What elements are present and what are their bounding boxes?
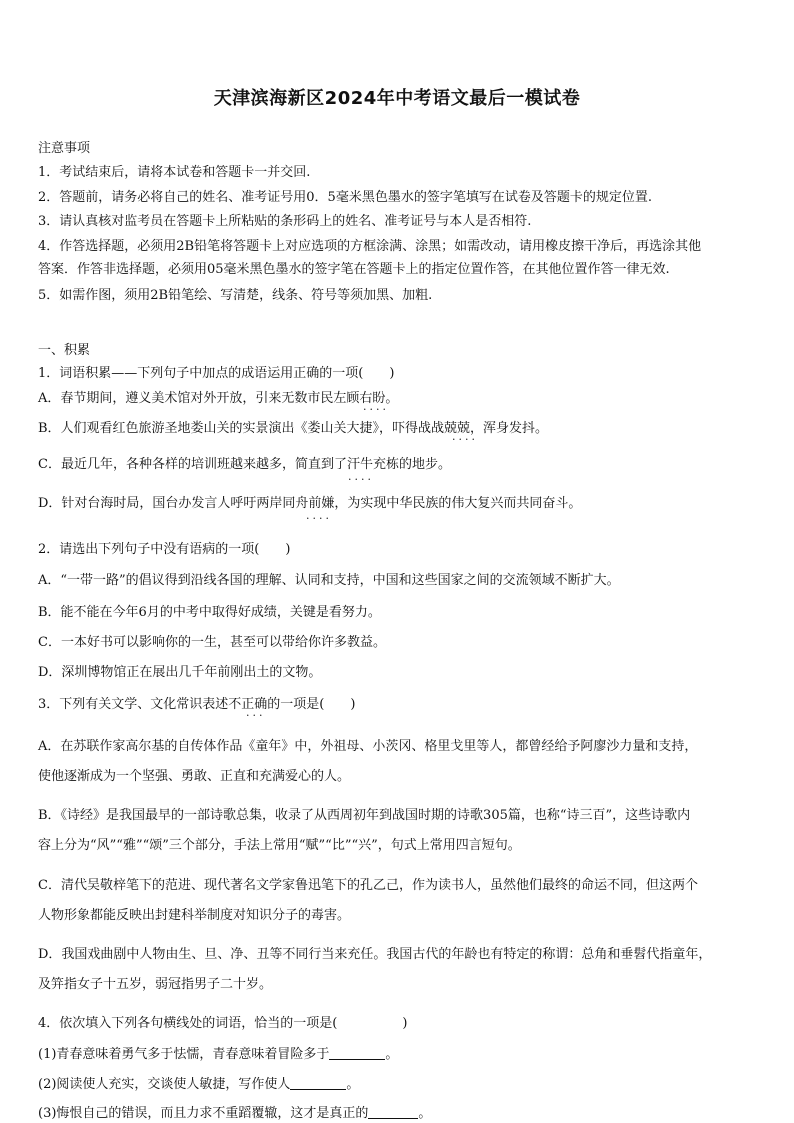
question-4-item-end: 。 <box>418 1106 432 1121</box>
question-1-option-d: D．针对台海时局，国台办发言人呼吁两岸同舟前嫌，为实现中华民族的伟大复兴而共同奋斗。 <box>38 496 582 511</box>
question-4-item-text: (3)悔恨自己的错误，而且力求不重蹈覆辙，这才是真正的 <box>38 1106 369 1121</box>
question-3-option-c-cont: 人物形象都能反映出封建科举制度对知识分子的毒害。 <box>38 908 351 923</box>
notice-heading: 注意事项 <box>38 141 91 156</box>
notice-item: 5．如需作图，须用2B铅笔绘、写清楚，线条、符号等须加黑、加粗. <box>38 288 433 303</box>
question-4-item-end: 。 <box>346 1077 360 1092</box>
question-1-option-b: B．人们观看红色旅游圣地娄山关的实景演出《娄山关大捷》，吓得战战兢兢，浑身发抖。 <box>38 421 549 436</box>
question-1-option-a: A．春节期间，遵义美术馆对外开放，引来无数市民左顾右盼。 <box>38 391 399 406</box>
section-heading: 一、积累 <box>38 343 91 358</box>
notice-item: 4．作答选择题，必须用2B铅笔将答题卡上对应选项的方框涂满、涂黑；如需改动，请用橡皮擦干净后，再选涂其他 <box>38 239 702 254</box>
emphasis-dots: ··· <box>246 709 266 722</box>
notice-item: 2．答题前，请务必将自己的姓名、准考证号用0．5毫米黑色墨水的签字笔填写在试卷及答题卡的规定位置. <box>38 190 652 205</box>
question-4-item <box>38 1073 758 1092</box>
notice-item: 3．请认真核对监考员在答题卡上所粘贴的条形码上的姓名、准考证号与本人是否相符. <box>38 214 532 229</box>
question-4-item-end: 。 <box>385 1047 399 1062</box>
question-4-stem: 4．依次填入下列各句横线处的词语，恰当的一项是( ) <box>38 1016 408 1031</box>
question-4-item <box>38 1102 758 1121</box>
question-2-option-c: C．一本好书可以影响你的一生，甚至可以带给你许多教益。 <box>38 635 386 650</box>
emphasis-dots: ···· <box>348 473 374 486</box>
answer-blank[interactable] <box>329 1047 385 1060</box>
question-2-stem: 2．请选出下列句子中没有语病的一项( ) <box>38 542 291 557</box>
question-3-option-c: C．清代吴敬梓笔下的范进、现代著名文学家鲁迅笔下的孔乙己，作为读书人，虽然他们最终的命运不同，但这两个 <box>38 878 698 893</box>
notice-item: 1．考试结束后，请将本试卷和答题卡一并交回. <box>38 165 311 180</box>
question-2-option-b: B．能不能在今年6月的中考中取得好成绩，关键是看努力。 <box>38 605 381 620</box>
question-4-item-text: (1)青春意味着勇气多于怯懦，青春意味着冒险多于 <box>38 1047 330 1062</box>
question-4-item <box>38 1043 758 1062</box>
question-3-option-b: B．《诗经》是我国最早的一部诗歌总集，收录了从西周初年到战国时期的诗歌305篇，也称“诗三百”，这些诗歌内 <box>38 808 691 823</box>
question-1-option-c: C．最近几年，各种各样的培训班越来越多，简直到了汗牛充栋的地步。 <box>38 457 451 472</box>
question-3-option-d-cont: 及笄指女子十五岁，弱冠指男子二十岁。 <box>38 977 273 992</box>
emphasis-dots: ···· <box>363 403 389 416</box>
question-3-option-a: A．在苏联作家高尔基的自传体作品《童年》中，外祖母、小茨冈、格里戈里等人，都曾经给予阿廖沙力量和支持， <box>38 739 698 754</box>
question-3-option-d: D．我国戏曲剧中人物由生、旦、净、丑等不同行当来充任。我国古代的年龄也有特定的称谓：总角和垂髫代指童年， <box>38 947 712 962</box>
question-2-option-d: D．深圳博物馆正在展出几千年前刚出土的文物。 <box>38 665 322 680</box>
emphasis-dots: ···· <box>306 512 332 525</box>
question-1-stem: 1．词语积累——下列句子中加点的成语运用正确的一项( ) <box>38 366 395 381</box>
question-4-item-text: (2)阅读使人充实，交谈使人敏捷，写作使人 <box>38 1077 291 1092</box>
answer-blank[interactable] <box>368 1106 418 1119</box>
answer-blank[interactable] <box>290 1077 346 1090</box>
notice-item: 答案．作答非选择题，必须用05毫米黑色墨水的签字笔在答题卡上的指定位置作答，在其他位置作答一律无效. <box>38 262 670 277</box>
question-3-stem: 3．下列有关文学、文化常识表述不正确的一项是( ) <box>38 697 356 712</box>
emphasis-dots: ···· <box>452 433 478 446</box>
page-title: 天津滨海新区2024年中考语文最后一模试卷 <box>213 88 581 109</box>
question-2-option-a: A．“一带一路”的倡议得到沿线各国的理解、认同和支持，中国和这些国家之间的交流领域不断扩大。 <box>38 573 620 588</box>
question-3-option-a-cont: 使他逐渐成为一个坚强、勇敢、正直和充满爱心的人。 <box>38 769 351 784</box>
question-3-option-b-cont: 容上分为“风”“雅”“颂”三个部分，手法上常用“赋”“比”“兴”，句式上常用四言短句。 <box>38 838 521 853</box>
